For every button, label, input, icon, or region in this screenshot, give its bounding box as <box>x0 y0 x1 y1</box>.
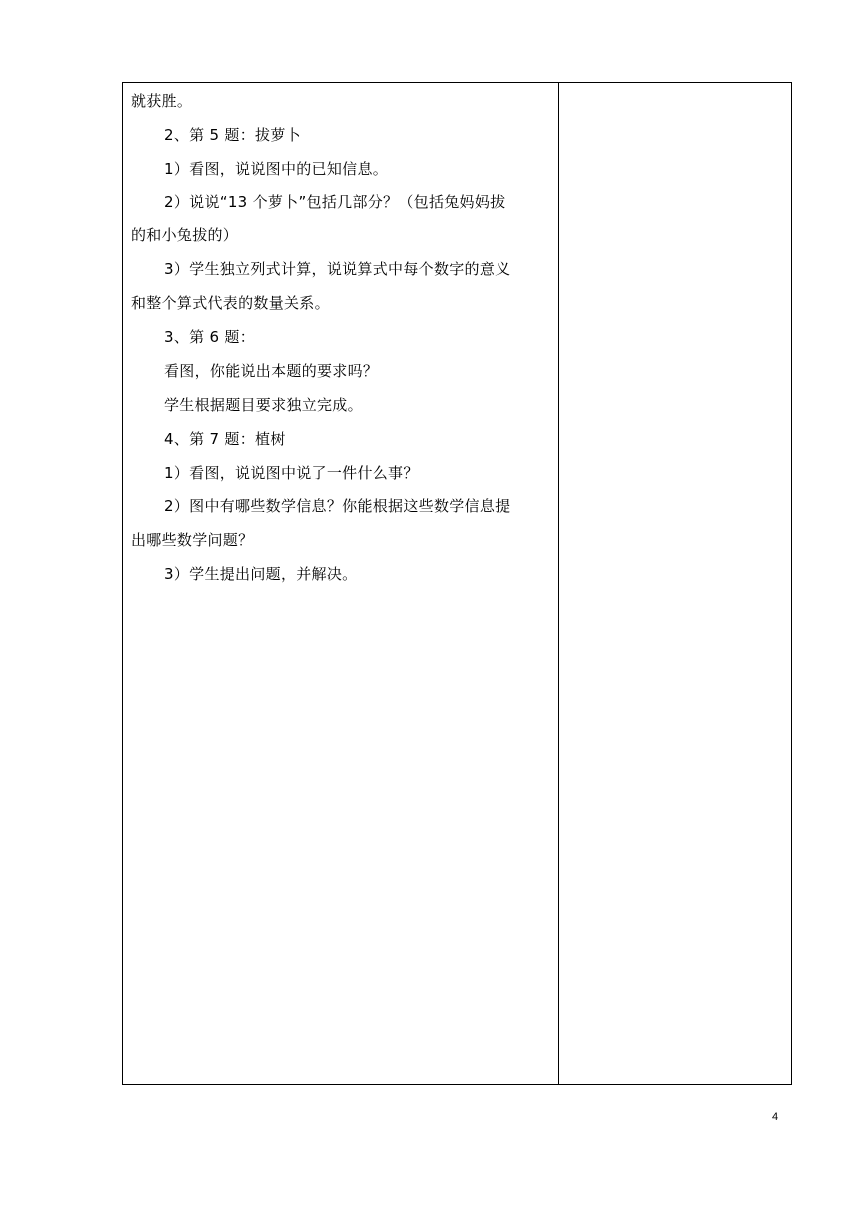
lesson-table <box>122 82 792 1085</box>
text-line: 3）学生独立列式计算，说说算式中每个数字的意义 <box>164 260 511 278</box>
text-line: 2）图中有哪些数学信息？你能根据这些数学信息提 <box>164 497 511 515</box>
text-line: 的和小兔拔的） <box>131 226 239 244</box>
text-line: 2）说说“13 个萝卜”包括几部分？（包括兔妈妈拔 <box>164 193 506 211</box>
text-line: 2、第 5 题：拔萝卜 <box>164 126 301 144</box>
text-line: 学生根据题目要求独立完成。 <box>164 396 363 414</box>
text-line: 3）学生提出问题，并解决。 <box>164 565 358 583</box>
text-line: 3、第 6 题： <box>164 328 256 346</box>
text-line: 4、第 7 题：植树 <box>164 430 286 448</box>
page-number: 4 <box>772 1111 779 1123</box>
text-line: 1）看图，说说图中的已知信息。 <box>164 160 389 178</box>
notes-cell <box>559 83 791 1084</box>
text-line: 出哪些数学问题？ <box>131 531 254 549</box>
text-line: 1）看图，说说图中说了一件什么事？ <box>164 464 419 482</box>
text-line: 看图，你能说出本题的要求吗？ <box>164 362 379 380</box>
text-line: 就获胜。 <box>131 92 193 110</box>
text-line: 和整个算式代表的数量关系。 <box>131 294 330 312</box>
lesson-content-cell <box>123 83 559 1084</box>
